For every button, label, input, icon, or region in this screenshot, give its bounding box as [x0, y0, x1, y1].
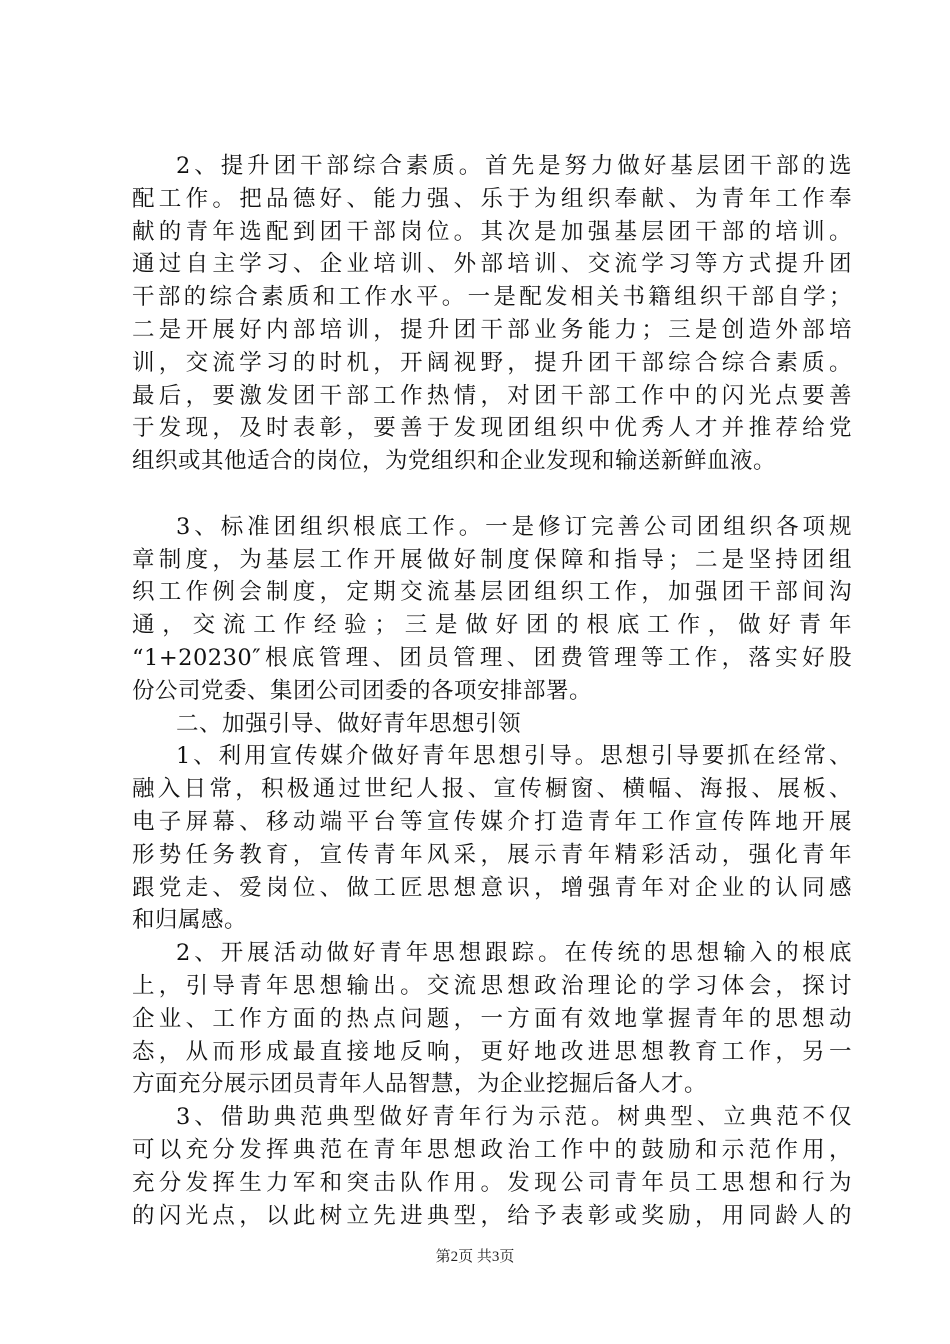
text-line: 于发现，及时表彰，要善于发现团组织中优秀人才并推荐给党 — [132, 415, 852, 442]
text-line: 最后，要激发团干部工作热情，对团干部工作中的闪光点要善 — [132, 382, 852, 409]
document-body — [132, 150, 852, 1232]
text-line: 通过自主学习、企业培训、外部培训、交流学习等方式提升团 — [132, 251, 852, 278]
text-line: 可以充分发挥典范在青年思想政治工作中的鼓励和示范作用， — [132, 1136, 852, 1163]
text-line: 充分发挥生力军和突击队作用。发现公司青年员工思想和行为 — [132, 1169, 852, 1196]
paragraph-basic-work — [132, 511, 852, 708]
text-line: 跟党走、爱岗位、做工匠思想意识，增强青年对企业的认同感 — [132, 874, 852, 901]
text-line: 2、提升团干部综合素质。首先是努力做好基层团干部的选 — [176, 153, 852, 179]
text-line: 织工作例会制度，定期交流基层团组织工作，加强团干部间沟 — [132, 579, 852, 606]
text-line: 融入日常，积极通过世纪人报、宣传橱窗、横幅、海报、展板、 — [132, 776, 852, 803]
text-line: 和归属感。 — [132, 907, 248, 934]
paragraph-gap — [132, 478, 852, 511]
text-line: 干部的综合素质和工作水平。一是配发相关书籍组织干部自学； — [132, 284, 852, 311]
text-line: 上，引导青年思想输出。交流思想政治理论的学习体会，探讨 — [132, 972, 852, 999]
text-line: 3、借助典范典型做好青年行为示范。树典型、立典范不仅 — [176, 1104, 852, 1131]
paragraph-media-guidance — [132, 740, 852, 937]
text-line: 组织或其他适合的岗位，为党组织和企业发现和输送新鲜血液。 — [132, 448, 777, 475]
text-line: 二是开展好内部培训，提升团干部业务能力；三是创造外部培 — [132, 316, 852, 343]
text-line: 配工作。把品德好、能力强、乐于为组织奉献、为青年工作奉 — [132, 185, 852, 212]
text-line: 2、开展活动做好青年思想跟踪。在传统的思想输入的根底 — [176, 940, 852, 967]
text-line: 二、加强引导、做好青年思想引领 — [176, 710, 522, 737]
text-line: 通，交流工作经验；三是做好团的根底工作，做好青年 — [132, 612, 852, 639]
text-line: 章制度，为基层工作开展做好制度保障和指导；二是坚持团组 — [132, 546, 852, 573]
text-line: 份公司党委、集团公司团委的各项安排部署。 — [132, 677, 593, 704]
text-line: 企业、工作方面的热点问题，一方面有效地掌握青年的思想动 — [132, 1005, 852, 1032]
text-line: 态，从而形成最直接地反响，更好地改进思想教育工作，另一 — [132, 1038, 852, 1065]
section-heading — [132, 708, 852, 741]
text-line: 的闪光点，以此树立先进典型，给予表彰或奖励，用同龄人的 — [132, 1202, 852, 1229]
paragraph-role-models — [132, 1101, 852, 1232]
text-line: 训，交流学习的时机，开阔视野，提升团干部综合综合素质。 — [132, 349, 852, 376]
paragraph-cadre-quality — [132, 150, 852, 478]
text-line: 3、标准团组织根底工作。一是修订完善公司团组织各项规 — [176, 513, 852, 540]
text-line: 献的青年选配到团干部岗位。其次是加强基层团干部的培训。 — [132, 218, 852, 245]
text-line: 方面充分展示团员青年人品智慧，为企业挖掘后备人才。 — [132, 1071, 708, 1098]
text-line: “1+20230″根底管理、团员管理、团费管理等工作，落实好股 — [132, 644, 852, 671]
text-line: 电子屏幕、移动端平台等宣传媒介打造青年工作宣传阵地开展 — [132, 808, 852, 835]
text-line: 形势任务教育，宣传青年风采，展示青年精彩活动，强化青年 — [132, 841, 852, 868]
paragraph-activity-tracking — [132, 937, 852, 1101]
page-footer: 第2页 共3页 — [435, 1249, 515, 1265]
text-line: 1、利用宣传媒介做好青年思想引导。思想引导要抓在经常、 — [176, 743, 852, 770]
